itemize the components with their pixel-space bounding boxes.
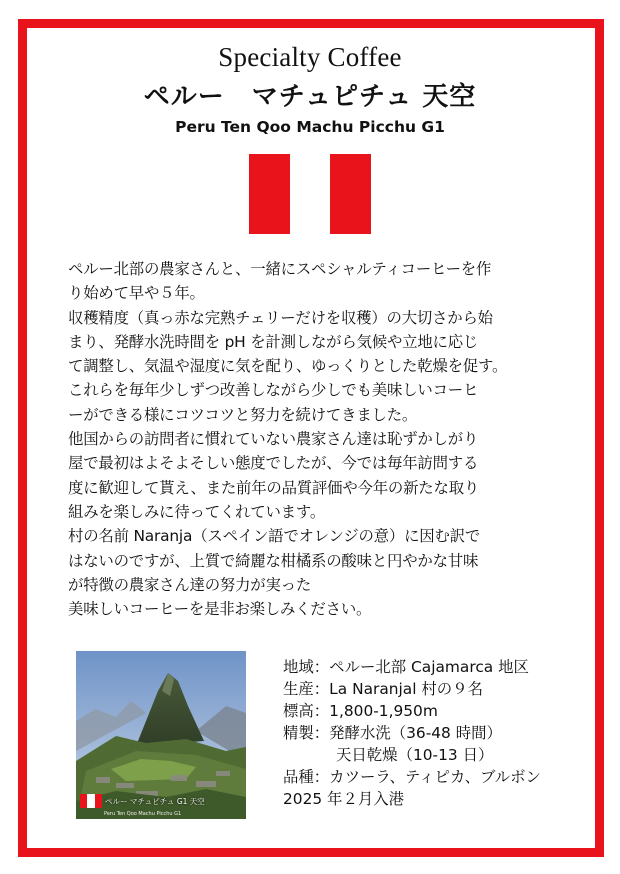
title-japanese: ペルー マチュピチュ 天空 — [143, 82, 477, 112]
mini-peru-flag — [80, 794, 102, 808]
description-line: ーができる様にコツコツと努力を続けてきました。 — [68, 405, 418, 424]
spec-process: 精製：発酵水洗（36-48 時間） — [283, 724, 502, 742]
mini-flag-stripe — [87, 794, 94, 808]
title-english: Specialty Coffee — [218, 42, 402, 72]
description-line: これらを毎年少しずつ改善しながら少しでも美味しいコーヒ — [68, 381, 479, 400]
description-line: まり、発酵水洗時間を pH を計測しながら気候や立地に応じ — [68, 332, 479, 351]
description-line: はないのですが、上質で綺麗な柑橘系の酸味と円やかな甘味 — [68, 551, 479, 570]
description-line: 組みを楽しみに待ってくれています。 — [68, 502, 326, 521]
product-subtitle: Peru Ten Qoo Machu Picchu G1 — [175, 118, 445, 136]
mini-flag-stripe — [95, 794, 102, 808]
machu-picchu-photo — [76, 651, 246, 819]
spec-region: 地域：ペルー北部 Cajamarca 地区 — [283, 658, 529, 676]
flag-stripe-right — [330, 154, 371, 234]
flag-stripe-center — [290, 154, 331, 234]
flag-stripe-left — [249, 154, 290, 234]
description-line: 度に歓迎して貰え、また前年の品質評価や今年の新たな取り — [68, 478, 480, 497]
photo-caption-sublabel: Peru Ten Qoo Machu Picchu G1 — [104, 811, 182, 817]
description-line: 収穫精度（真っ赤な完熟チェリーだけを収穫）の大切さから始 — [68, 308, 493, 327]
mini-flag-stripe — [80, 794, 87, 808]
description-line: 美味しいコーヒーを是非お楽しみください。 — [68, 600, 372, 619]
peru-flag — [249, 154, 371, 234]
photo-caption-label: ペルー マチュピチュ G1 天空 — [105, 796, 205, 806]
description-line: 屋で最初はよそよそしい態度でしたが、今では毎年訪問する — [68, 454, 479, 473]
spec-process-drying: 天日乾燥（10-13 日） — [336, 746, 494, 764]
spec-producer: 生産：La Naranjal 村の９名 — [283, 680, 483, 698]
description-line: が特徴の農家さん達の努力が実った — [68, 575, 312, 594]
description-line: 他国からの訪問者に慣れていない農家さん達は恥ずかしがり — [68, 430, 479, 449]
spec-variety: 品種：カツーラ、ティピカ、ブルボン — [283, 768, 541, 786]
description-line: り始めて早や５年。 — [68, 284, 205, 303]
description-line: て調整し、気温や湿度に気を配り、ゆっくりとした乾燥を促す。 — [68, 357, 508, 376]
product-specs — [283, 656, 583, 810]
spec-altitude: 標高：1,800-1,950m — [283, 702, 438, 720]
description-text — [68, 257, 554, 621]
photo-caption — [80, 794, 205, 808]
spec-arrival: 2025 年２月入港 — [283, 790, 405, 808]
description-line: 村の名前 Naranja（スペイン語でオレンジの意）に因む訳で — [68, 527, 481, 546]
description-line: ペルー北部の農家さんと、一緒にスペシャルティコーヒーを作 — [68, 260, 492, 278]
